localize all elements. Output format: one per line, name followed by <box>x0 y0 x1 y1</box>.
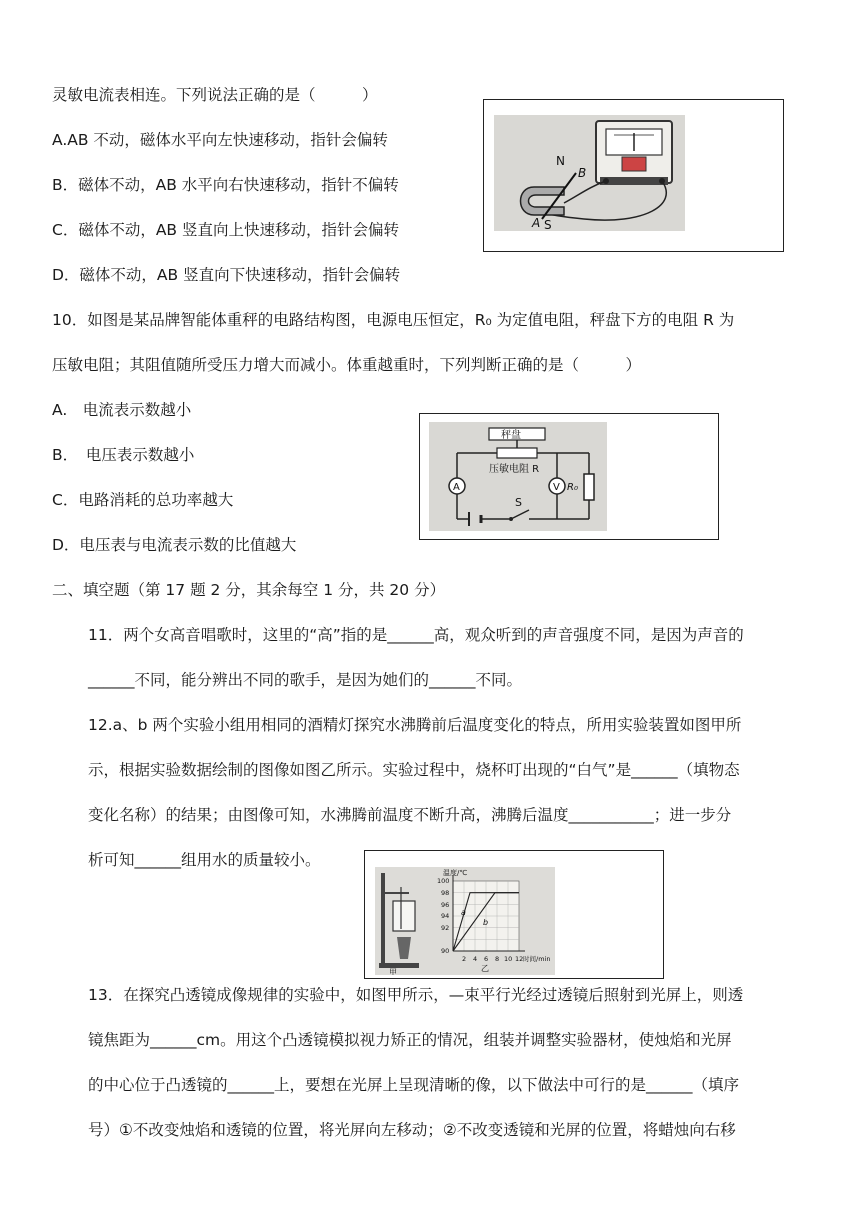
q9-label-s: S <box>544 218 552 231</box>
q9-option-d: D．磁体不动，AB 竖直向下快速移动，指针会偏转 <box>52 266 401 284</box>
q9-label-b: B <box>578 166 587 180</box>
q12-ytick-94: 94 <box>441 912 450 920</box>
q9-figure-frame <box>483 99 784 252</box>
q9-figure-photo <box>494 115 685 231</box>
q13-line-3: 的中心位于凸透镜的______上，要想在光屏上呈现清晰的像，以下做法中可行的是______（填序 <box>88 1076 740 1094</box>
q11-line-2: ______不同，能分辨出不同的歌手，是因为她们的______不同。 <box>88 671 523 689</box>
q9-label-n: N <box>556 154 565 168</box>
q9-option-c: C．磁体不动，AB 竖直向上快速移动，指针会偏转 <box>52 221 399 239</box>
boiling-experiment-illustration <box>375 867 555 975</box>
q12-xlabel: 时间/min <box>523 955 551 963</box>
q10-option-c: C．电路消耗的总功率越大 <box>52 491 234 509</box>
q12-ytick-96: 96 <box>441 901 450 909</box>
section-2-heading: 二、填空题（第 17 题 2 分，其余每空 1 分，共 20 分） <box>52 581 446 599</box>
q10-label-ammeter: A <box>453 482 460 493</box>
q12-label-b: b <box>483 918 489 927</box>
q13-line-2: 镜焦距为______cm。用这个凸透镜模拟视力矫正的情况，组装并调整实验器材，使烛焰和光屏 <box>88 1031 732 1049</box>
q12-line-2: 示，根据实验数据绘制的图像如图乙所示。实验过程中，烧杯叮出现的“白气”是______（填物态 <box>88 761 740 779</box>
scale-circuit-diagram <box>429 422 607 531</box>
galvanometer-magnet-illustration <box>494 115 685 231</box>
q12-figure-frame <box>364 850 664 979</box>
q10-option-d: D．电压表与电流表示数的比值越大 <box>52 536 297 554</box>
q12-label-a: a <box>461 908 466 917</box>
q10-line-1: 10．如图是某品牌智能体重秤的电路结构图，电源电压恒定，R₀ 为定值电阻，秤盘下方的电阻 R 为 <box>52 311 735 329</box>
q12-ytick-98: 98 <box>441 889 450 897</box>
q12-xtick-8: 8 <box>495 955 500 963</box>
q10-option-a: A. 电流表示数越小 <box>52 401 192 419</box>
q12-xtick-12: 12 <box>515 955 524 963</box>
q12-line-4: 析可知______组用水的质量较小。 <box>88 851 321 869</box>
q10-label-voltmeter: V <box>553 482 560 493</box>
q13-line-1: 13．在探究凸透镜成像规律的实验中，如图甲所示，—束平行光经过透镜后照射到光屏上，则透 <box>88 986 744 1004</box>
q9-option-b: B．磁体不动，AB 水平向右快速移动，指针不偏转 <box>52 176 399 194</box>
q9-stem-end: 灵敏电流表相连。下列说法正确的是（ ） <box>52 86 378 104</box>
q11-line-1: 11．两个女高音唱歌时，这里的“高”指的是______高，观众听到的声音强度不同，是因为声音的 <box>88 626 744 644</box>
q10-label-r0: R₀ <box>567 482 578 493</box>
q10-option-b: B． 电压表示数越小 <box>52 446 195 464</box>
q10-figure-photo <box>429 422 607 531</box>
q12-xtick-6: 6 <box>484 955 489 963</box>
q12-line-1: 12.a、b 两个实验小组用相同的酒精灯探究水沸腾前后温度变化的特点，所用实验装置如图甲所 <box>88 716 742 734</box>
q10-figure-frame <box>419 413 719 540</box>
q9-option-a: A.AB 不动，磁体水平向左快速移动，指针会偏转 <box>52 131 388 149</box>
q12-figure-photo <box>375 867 555 975</box>
temperature-graph <box>437 868 550 973</box>
q13-line-4: 号）①不改变烛焰和透镜的位置，将光屏向左移动；②不改变透镜和光屏的位置，将蜡烛向右移 <box>88 1121 736 1139</box>
q10-label-resistor: 压敏电阻 R <box>489 464 540 475</box>
q12-ytick-100: 100 <box>437 877 450 885</box>
q12-caption-right: 乙 <box>481 964 489 973</box>
q12-xtick-4: 4 <box>473 955 478 963</box>
q9-label-a: A <box>532 216 541 230</box>
q10-label-pan: 秤盘 <box>501 430 521 441</box>
q12-caption-left: 甲 <box>389 968 397 975</box>
q10-label-switch: S <box>515 496 522 509</box>
q12-ylabel: 温度/℃ <box>443 869 468 877</box>
q12-xtick-2: 2 <box>462 955 467 963</box>
q12-xtick-10: 10 <box>504 955 513 963</box>
q12-line-3: 变化名称）的结果；由图像可知，水沸腾前温度不断升高，沸腾后温度___________；进一步分 <box>88 806 732 824</box>
q10-line-2: 压敏电阻；其阻值随所受压力增大而减小。体重越重时，下列判断正确的是（ ） <box>52 356 642 374</box>
q12-ytick-92: 92 <box>441 924 450 932</box>
q12-ytick-90: 90 <box>441 947 450 955</box>
